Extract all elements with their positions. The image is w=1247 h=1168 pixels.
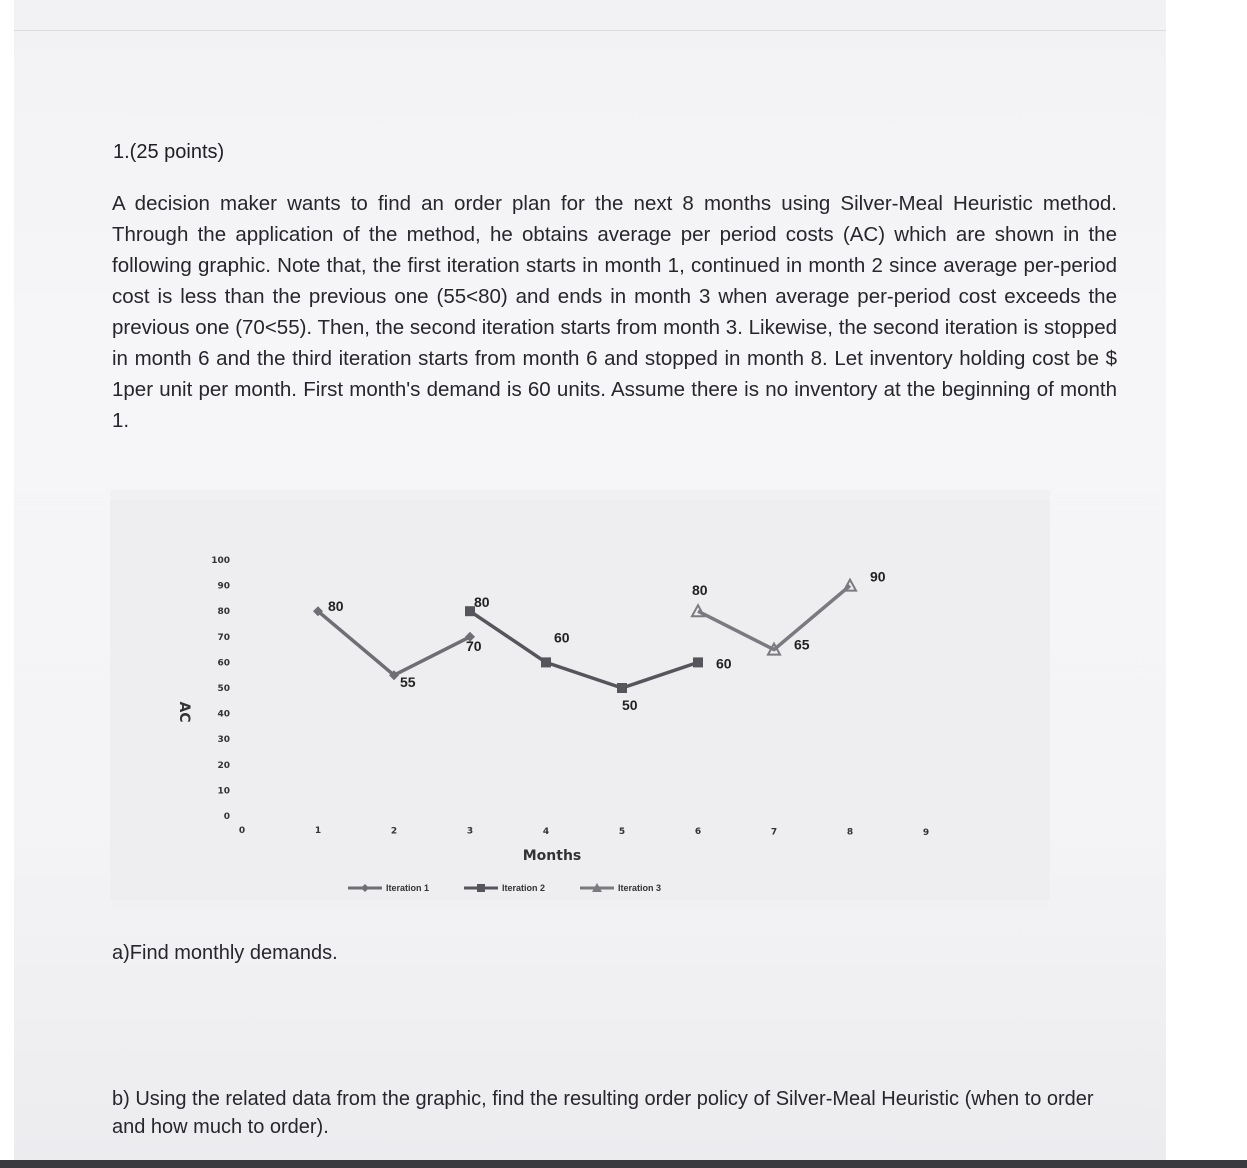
data-point [541, 657, 551, 667]
y-tick-label: 40 [217, 709, 230, 720]
y-tick-label: 90 [217, 581, 230, 592]
data-label: 60 [716, 655, 732, 672]
x-tick-label: 8 [846, 827, 854, 838]
data-label: 50 [622, 697, 638, 713]
data-label: 80 [328, 598, 344, 615]
data-label: 80 [474, 594, 490, 611]
x-tick-label: 6 [694, 827, 702, 838]
y-axis-title: AC [176, 701, 192, 723]
bottom-bar [0, 1160, 1247, 1168]
x-tick-label: 4 [542, 826, 550, 837]
data-label: 70 [466, 637, 482, 654]
y-tick-label: 0 [223, 812, 230, 822]
legend-marker [477, 884, 485, 892]
x-tick-label: 3 [466, 826, 474, 837]
y-tick-label: 100 [211, 556, 230, 566]
y-tick-label: 20 [217, 760, 230, 771]
part-a-question: a)Find monthly demands. [112, 942, 338, 964]
ac-chart-svg [110, 490, 1050, 910]
question-body: A decision maker wants to find an order plan for the next 8 months using Silver-Meal Heuristic method. Through the application of the method, he obtains average per period costs (AC) which are shown in the following graphic. Note that, the first iteration starts in month 1, continued in month 2 since average per-period cost is less than the previous one (55<80) and ends in month 3 when average per-period cost exceeds the previous one (70<55). Then, the second iteration starts from month 3. Likewise, the second iteration is stopped in month 6 and the third iteration starts from month 6 and stopped in month 8. Let inventory holding cost be $ 1per unit per month. First month's demand is 60 units. Assume there is no inventory at the beginning of month 1. [112, 192, 1117, 432]
data-label: 60 [554, 629, 570, 646]
top-divider [14, 30, 1166, 31]
data-label: 90 [870, 568, 886, 585]
question-title: 1.(25 points) [113, 141, 225, 163]
data-label: 80 [692, 582, 708, 599]
chart-background [110, 500, 1050, 900]
y-tick-label: 30 [217, 735, 230, 746]
y-tick-label: 50 [217, 684, 230, 694]
y-tick-label: 70 [217, 632, 230, 643]
part-b-question: b) Using the related data from the graphic, find the resulting order policy of Silver-Meal Heuristic (when to order and how much to order). [112, 1088, 1094, 1138]
legend-label: Iteration 3 [618, 883, 662, 893]
x-tick-label: 5 [618, 827, 626, 837]
ac-chart [110, 490, 1050, 910]
x-tick-label: 1 [314, 826, 322, 837]
x-tick-label: 7 [770, 827, 778, 838]
y-tick-label: 60 [217, 658, 230, 669]
y-tick-label: 80 [217, 607, 230, 618]
x-tick-label: 9 [922, 827, 930, 838]
x-tick-label: 0 [238, 826, 246, 836]
data-label: 65 [794, 636, 810, 653]
legend-label: Iteration 2 [502, 883, 546, 893]
x-tick-label: 2 [390, 826, 398, 837]
data-label: 55 [400, 674, 416, 691]
x-axis-title: Months [522, 848, 582, 864]
data-point [617, 683, 627, 693]
y-tick-label: 10 [217, 786, 230, 797]
legend-label: Iteration 1 [386, 883, 430, 893]
data-point [693, 657, 703, 667]
